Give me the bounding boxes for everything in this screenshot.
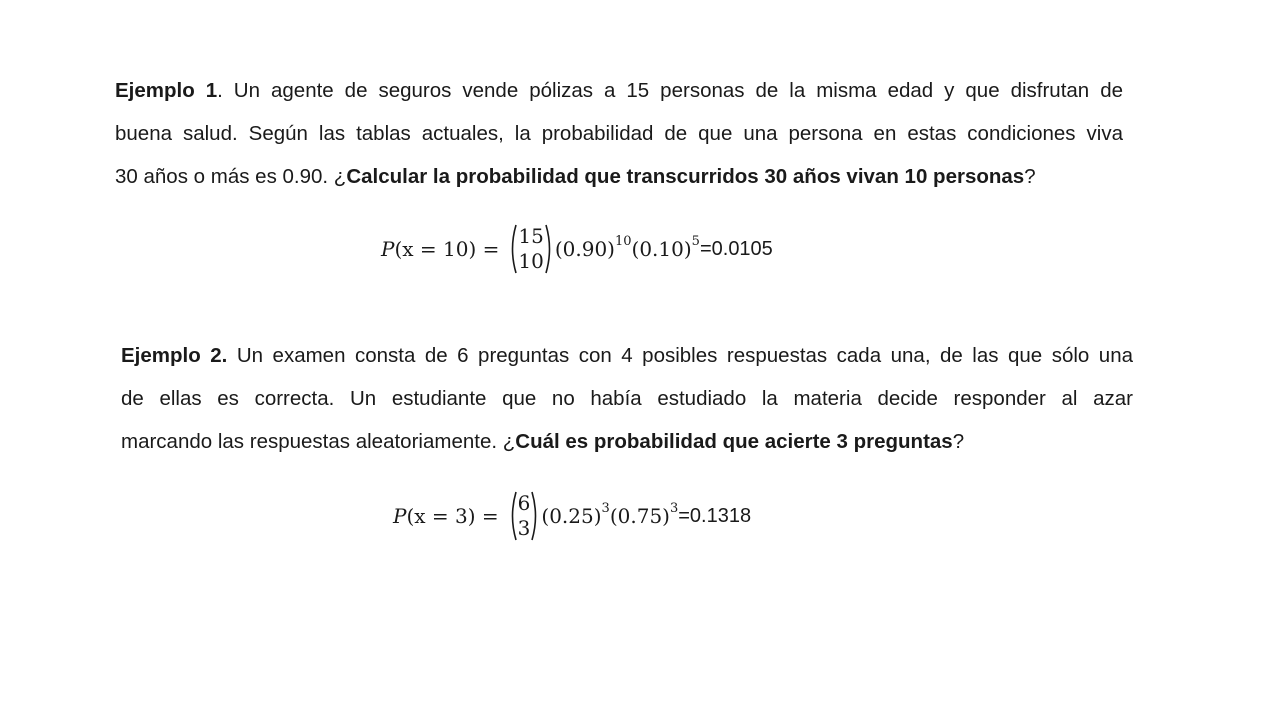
- formula-1-binom-top: 15: [518, 224, 544, 248]
- example-1-line-3: [115, 155, 1123, 198]
- formula-1-lhs-arg: (x = 10) =: [394, 237, 500, 261]
- formula-2-p: P: [393, 504, 407, 528]
- example-1-paragraph: [115, 69, 1123, 198]
- example-2-line-3-text: marcando las respuestas aleatoriamente. ¿: [121, 430, 516, 453]
- formula-1-binomial: [508, 223, 553, 275]
- formula-2-factor-1: (0.25): [541, 504, 602, 528]
- example-2-formula: P (x = 3) = 6 3 (0.25) $^3$ (0.75) $^3$ =0.1318: [393, 491, 752, 540]
- example-1-line-2: buena salud. Según las tablas actuales, la probabilidad de que una persona en estas condiciones viva: [115, 122, 1123, 145]
- example-1-formula: P (x = 10) = 15 10 (0.90) $^{10}$ (0.10) $^5$ =0.0105: [381, 224, 773, 273]
- example-2-line-2: de ellas es correcta. Un estudiante que no había estudiado la materia decide responder al azar: [121, 387, 1133, 410]
- example-1-line-1-text: . Un agente de seguros vende pólizas a 15 personas de la misma edad y que disfrutan de: [217, 79, 1123, 102]
- formula-1-factor-1: (0.90): [554, 237, 615, 261]
- example-2-question-mark: ?: [952, 430, 965, 453]
- formula-2-binom-bottom: 3: [517, 516, 531, 540]
- formula-2-factor-2: (0.75): [609, 504, 670, 528]
- right-paren-icon: [531, 490, 540, 542]
- formula-1-result: =0.0105: [699, 237, 773, 260]
- formula-2-lhs-arg: (x = 3) =: [406, 504, 499, 528]
- example-1-question: Calcular la probabilidad que transcurridos 30 años vivan 10 personas: [346, 165, 1025, 188]
- example-2-question: Cuál es probabilidad que acierte 3 preguntas: [515, 430, 953, 453]
- formula-1-binom-bottom: 10: [518, 249, 544, 273]
- formula-2-result: =0.1318: [678, 504, 752, 527]
- left-paren-icon: [508, 490, 517, 542]
- example-1-title: Ejemplo 1: [115, 79, 218, 102]
- example-1-line-3-text: 30 años o más es 0.90. ¿: [115, 165, 347, 188]
- example-2-line-1-text: Un examen consta de 6 preguntas con 4 posibles respuestas cada una, de las que sólo una: [227, 344, 1133, 367]
- left-paren-icon: [508, 223, 517, 275]
- example-2-title: Ejemplo 2.: [121, 344, 228, 367]
- formula-1-factor-2: (0.10): [631, 237, 692, 261]
- right-paren-icon: [545, 223, 554, 275]
- formula-2-binom-top: 6: [517, 491, 531, 515]
- example-1-line-1: [115, 69, 1123, 112]
- example-2-paragraph: [121, 334, 1133, 463]
- formula-1-p: P: [381, 237, 395, 261]
- example-2-line-1: [121, 334, 1133, 377]
- example-2-line-3: [121, 420, 1133, 463]
- formula-2-binomial: [508, 490, 541, 542]
- example-1-question-mark: ?: [1024, 165, 1036, 188]
